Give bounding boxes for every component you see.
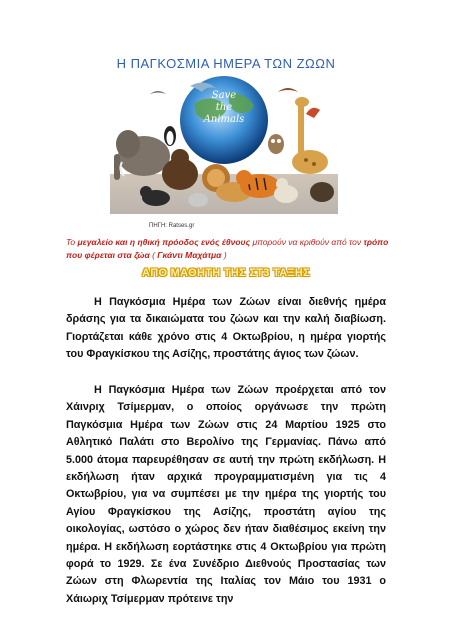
animals-globe-image [110,74,338,214]
gandhi-quote [66,236,396,261]
quote-text: μπορούν να κριθούν από τον [250,237,364,247]
paragraph-2 [66,382,386,608]
save-the-animals-illustration [110,74,338,214]
globe-text-line: the [215,102,233,113]
paragraph-text: Η Παγκόσμια Ημέρα των Ζώων προέρχεται από τον Χάινριχ Τσίμερμαν, ο οποίος οργάνωσε την πρώτη Παγκόσμια Ημέρα των Ζώων στις 24 Μαρτίου 1925 στο Αθλητικό Παλάτι στο Βερολίνο της Γερμανίας. Πάνω από 5.000 άτομα παρευρέθησαν σε αυτή την πρώτη εκδήλωση. Η εκδήλωση ήταν αρχικά προγραμματισμένη για τις 4 Οκτωβρίου, για να συμπέσει με την ημέρα της γιορτής του Αγίου Φραγκίσκου της Ασίζης, προστάτη αγίου της οικολογίας, ωστόσο ο χώρος δεν ήταν διαθέσιμος εκείνη την ημέρα. Η εκδήλωση εορτάστηκε στις 4 Οκτωβρίου για πρώτη φορά το 1929. Σε ένα Συνέδριο Διεθνούς Προστασίας των Ζώων στη Φλωρεντία της Ιταλίας τον Μάιο του 1931 ο Χάιωριχ Τσίμερμαν πρότεινε την [66,384,386,605]
quote-emphasis: τρόπο που φέρεται στα ζώα [66,237,389,260]
globe-text-line: Save [211,90,237,101]
image-source-caption: ΠΗΓΗ: Ratses.gr [149,223,195,229]
globe-text-line: Animals [203,114,245,125]
quote-emphasis: μεγαλείο και η ηθική πρόοδος ενός έθνους [77,237,251,247]
quote-text: Το [66,237,78,247]
paragraph-text: Η Παγκόσμια Ημέρα των Ζώων είναι διεθνής ημέρα δράσης για τα δικαιώματα του ζώων και την καλή διαβίωση. Γιορτάζεται κάθε χρόνο στις 4 Οκτωβρίου, η ημέρα γιορτής του Φραγκίσκου της Ασίζης, προστάτης άγιος των ζώων. [66,296,386,361]
document-title: Η ΠΑΓΚΟΣΜΙΑ ΗΜΕΡΑ ΤΩΝ ΖΩΩΝ [116,56,336,71]
paragraph-1 [66,294,386,364]
quote-text: ) [221,249,227,260]
quote-author: Γκάντι Μαχάτμα [157,249,222,260]
author-banner: ΑΠΟ ΜΑΘΗΤΗ ΤΗΣ ΣΤ3 ΤΑΞΗΣ [141,267,310,279]
quote-text: ( [149,249,158,260]
